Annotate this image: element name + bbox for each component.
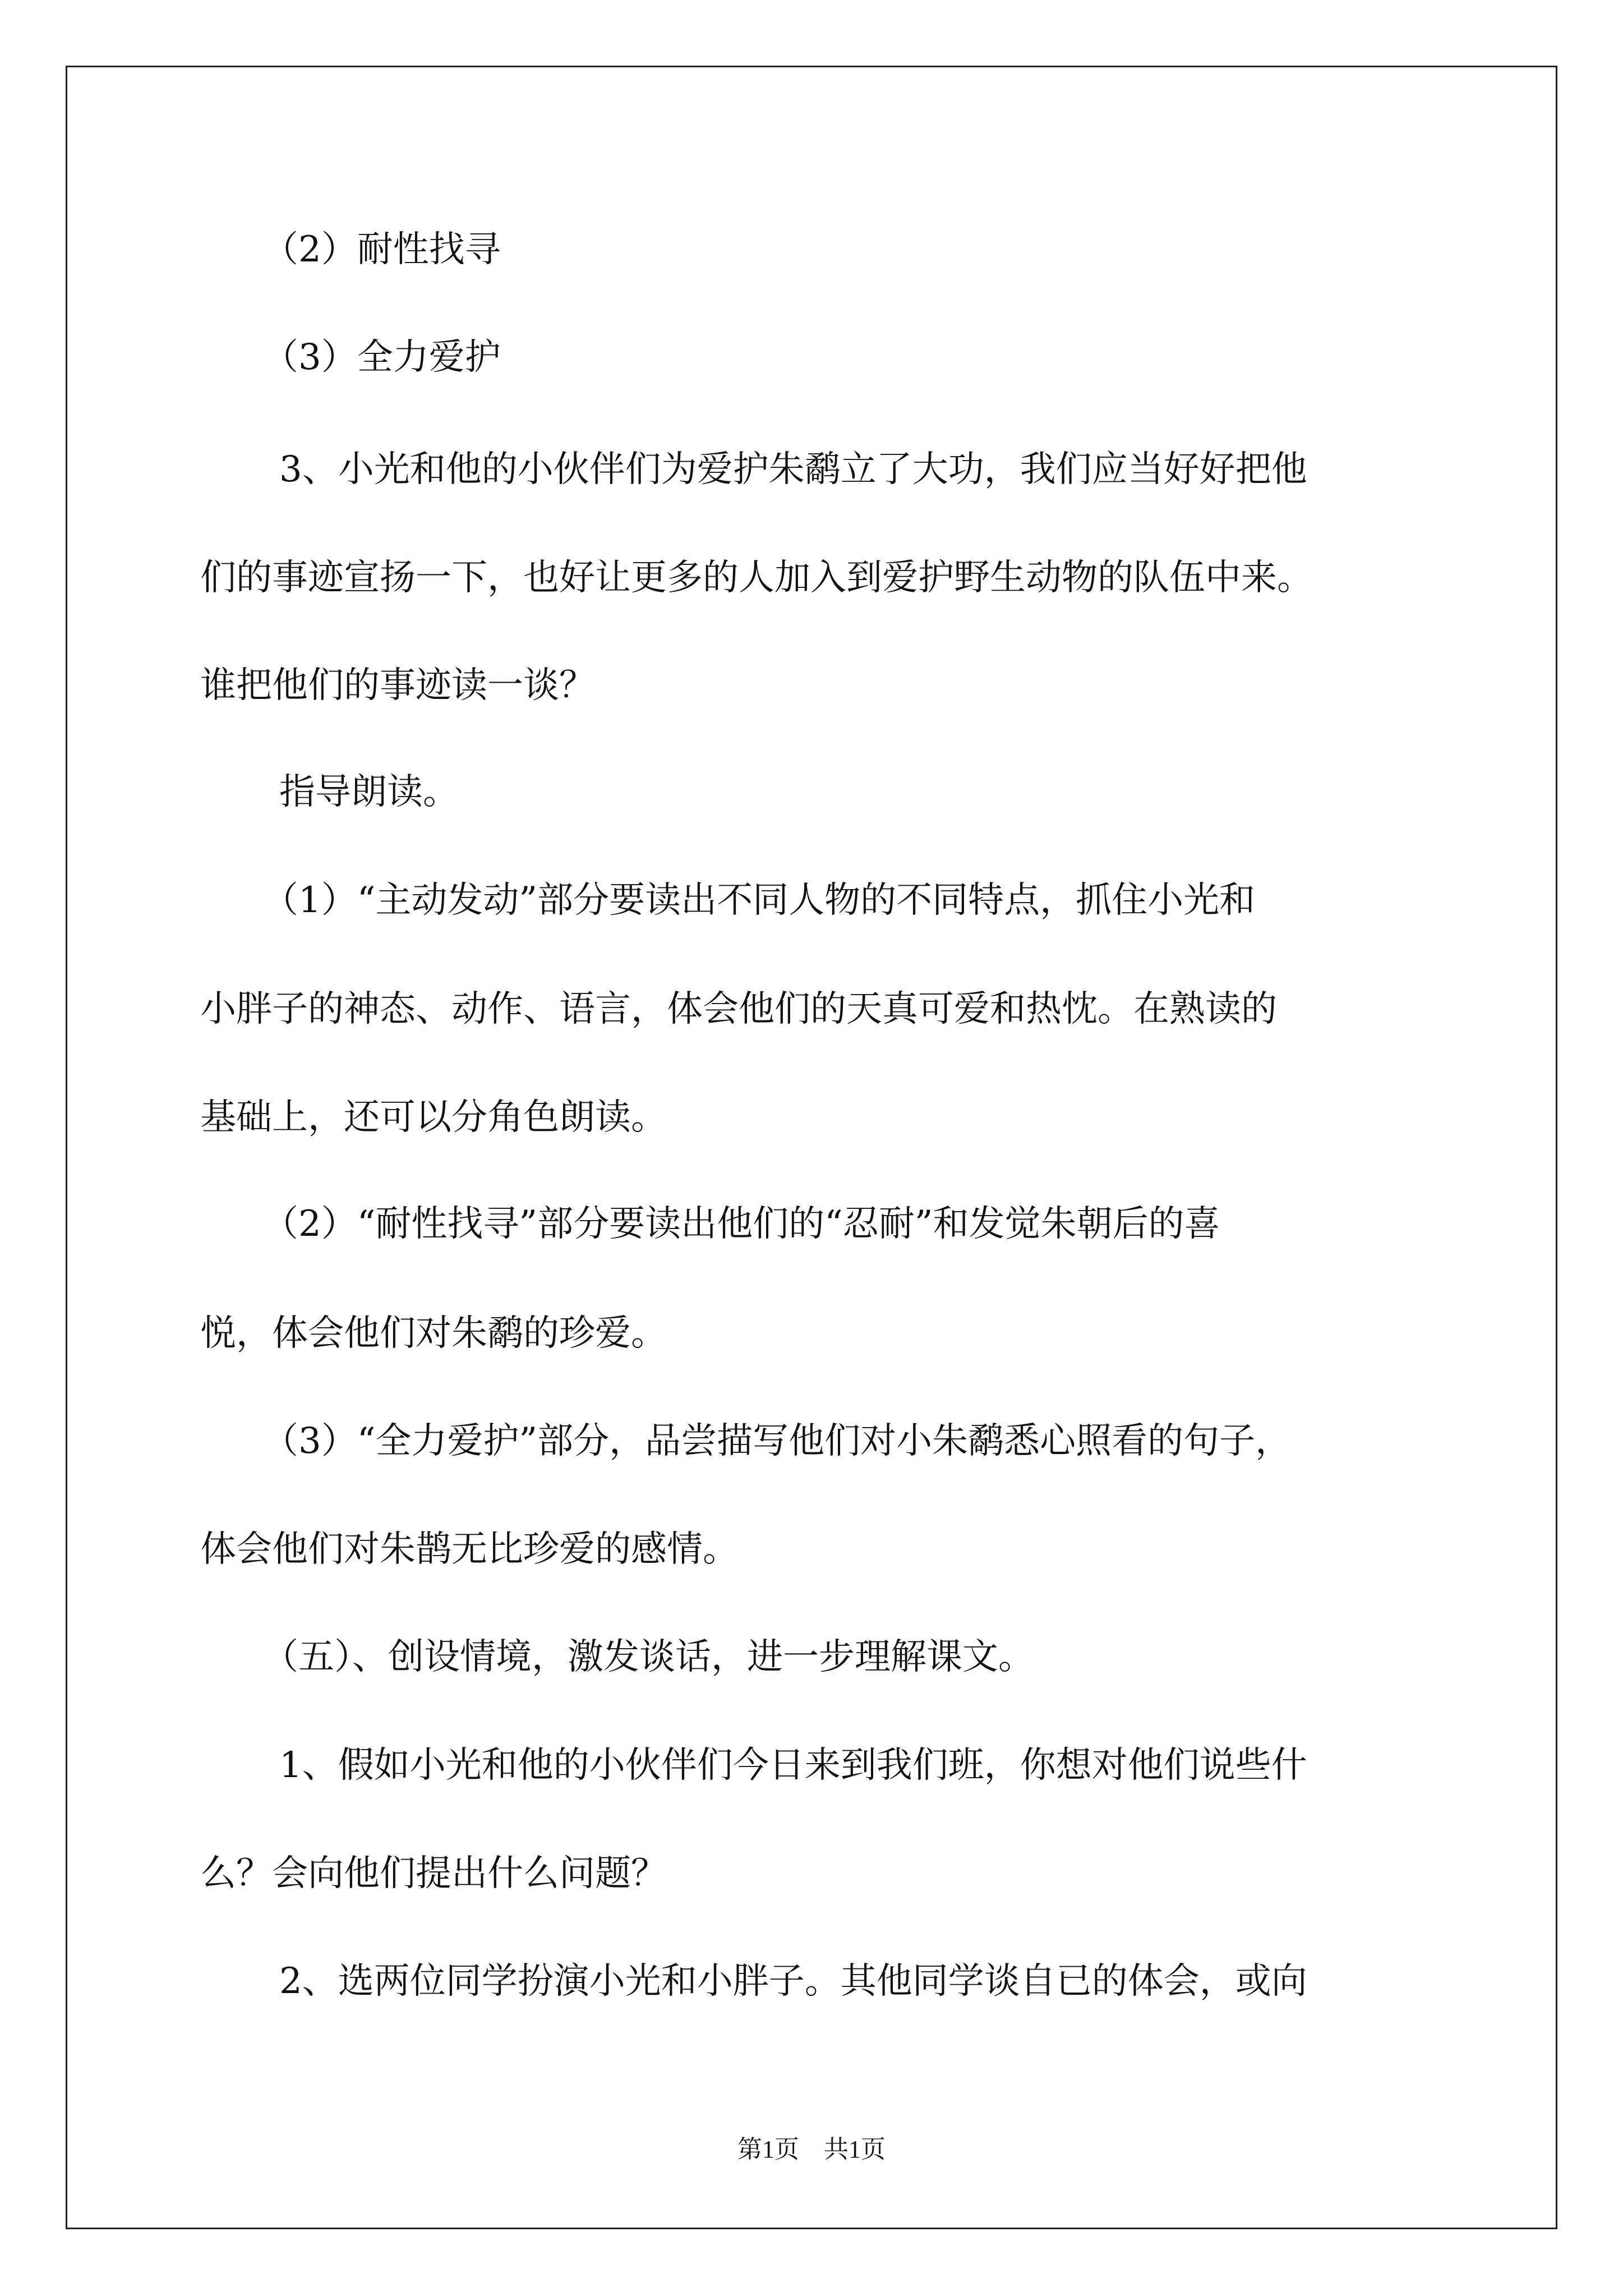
text-line: （2）耐性找寻 (262, 229, 501, 270)
text-line: （3）全力爱护 (262, 337, 501, 378)
text-line: （1）“主动发动”部分要读出不同人物的不同特点，抓住小光和 (262, 880, 1256, 921)
text-line: （2）“耐性找寻”部分要读出他们的“忍耐”和发觉朱朝后的喜 (262, 1203, 1220, 1245)
page-border (66, 66, 1557, 2229)
text-line: （3）“全力爱护”部分，品尝描写他们对小朱鹬悉心照看的句子， (262, 1420, 1292, 1462)
text-line: 1、假如小光和他的小伙伴们今日来到我们班，你想对他们说些什 (279, 1745, 1307, 1786)
text-line: 谁把他们的事迹读一谈？ (200, 665, 595, 706)
text-line: 指导朗读。 (279, 771, 459, 813)
text-line: 2、选两位同学扮演小光和小胖子。其他同学谈自已的体会，或向 (279, 1961, 1307, 2002)
text-line: 基础上，还可以分角色朗读。 (200, 1097, 667, 1138)
text-line: （五）、创设情境，激发谈话，进一步理解课文。 (262, 1636, 1034, 1678)
page-footer: 第1页 共1页 (737, 2136, 886, 2163)
text-line: 体会他们对朱鹊无比珍爱的感情。 (200, 1529, 739, 1570)
text-line: 们的事迹宣扬一下，也好让更多的人加入到爱护野生动物的队伍中来。 (200, 557, 1313, 599)
text-line: 悦，体会他们对朱鹬的珍爱。 (200, 1313, 667, 1354)
text-line: 小胖子的神态、动作、语言，体会他们的天真可爱和热忱。在熟读的 (200, 988, 1277, 1030)
text-line: 3、小光和他的小伙伴们为爱护朱鹬立了大功，我们应当好好把他 (279, 449, 1307, 490)
text-line: 么？会向他们提出什么问题？ (200, 1853, 667, 1894)
